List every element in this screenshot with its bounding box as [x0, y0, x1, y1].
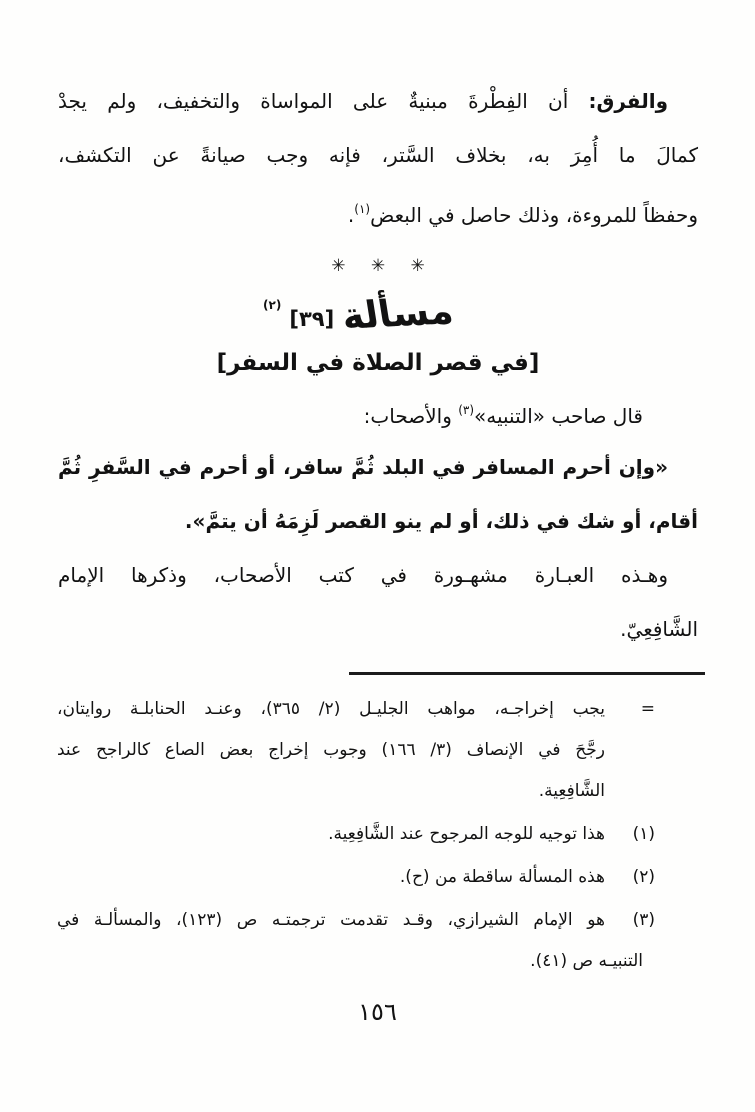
text-segment: والأصحاب:	[363, 404, 459, 428]
footnote-2	[57, 857, 655, 898]
footnote-3	[57, 900, 655, 982]
section-title: [في قصر الصلاة في السفر]	[216, 350, 540, 376]
footnotes-section	[57, 689, 655, 982]
footnote-line: الشَّافِعِية.	[538, 781, 605, 801]
footnote-ref-1: (١)	[354, 202, 371, 216]
masala-calligraphy: مسألة	[338, 288, 457, 338]
text-line: أقام، أو شك في ذلك، أو لم ينو القصر لَزِمَهُ أن يتمَّ».	[184, 509, 698, 533]
text-segment: .	[347, 203, 355, 227]
footnote-line: رجَّحَ في الإنصاف (٣/ ١٦٦) وجوب إخراج بعض الصاع كالراجح عند	[57, 740, 605, 760]
text-line	[58, 74, 698, 128]
footnote-line: هو الإمام الشيرازي، وقـد تقدمت ترجمتـه ص (١٢٣)، والمسألـة في	[57, 910, 605, 930]
text-line: الشَّافِعِيّ.	[620, 617, 698, 641]
footnote-marker: (٣)	[632, 910, 655, 930]
footnote-separator-rule	[349, 672, 705, 675]
footnote-marker: (٢)	[632, 867, 655, 887]
footnote-text	[57, 814, 605, 855]
footnote-1	[57, 814, 655, 855]
footnote-line: يجب إخراجـه، مواهب الجليـل (٢/ ٣٦٥)، وعنـد الحنابلـة روايتان،	[57, 699, 605, 719]
footnote-marker: (١)	[632, 824, 655, 844]
footnote-ref-2: (٢)	[263, 298, 282, 312]
footnote-continuation	[57, 689, 655, 812]
masala-number: [٣٩]	[289, 307, 335, 331]
footnote-line: هذه المسألة ساقطة من (ح).	[399, 867, 605, 887]
page-number: ١٥٦	[358, 998, 397, 1026]
text-segment: وحفظاً للمروءة، وذلك حاصل في البعض	[370, 203, 698, 227]
paragraph-alfarq	[58, 74, 698, 242]
footnote-line: التنبيـه ص (٤١).	[530, 951, 643, 971]
footnote-text	[57, 900, 643, 982]
text-segment: أن الفِطْرةَ مبنيةٌ على المواساة والتخفيف، ولم يجدْ	[58, 89, 589, 113]
text-segment: قال صاحب «التنبيه»	[474, 404, 643, 428]
footnote-ref-3: (٣)	[458, 403, 475, 417]
footnote-line: هذا توجيه للوجه المرجوح عند الشَّافِعِية.	[328, 824, 605, 844]
footnote-continuation-marker: =	[640, 699, 655, 719]
paragraph-ibara	[58, 548, 698, 656]
paragraph-lead-word: والفرق:	[588, 89, 668, 113]
footnote-text	[57, 689, 605, 812]
text-line: «وإن أحرم المسافر في البلد ثُمَّ سافر، أو أحرم في السَّفرِ ثُمَّ	[58, 455, 668, 479]
stars-divider: ✳ ✳ ✳	[331, 256, 425, 276]
text-line	[58, 182, 698, 242]
masala-heading	[58, 284, 658, 342]
quote-paragraph	[58, 440, 698, 548]
text-line: وهـذه العبـارة مشهـورة في كتب الأصحاب، وذكرها الإمام	[58, 563, 668, 587]
footnote-text	[57, 857, 605, 898]
text-line: كمالَ ما أُمِرَ به، بخلاف السَّتر، فإنه وجب صيانةً عن التكشف،	[58, 143, 698, 167]
qal-line	[58, 386, 698, 440]
